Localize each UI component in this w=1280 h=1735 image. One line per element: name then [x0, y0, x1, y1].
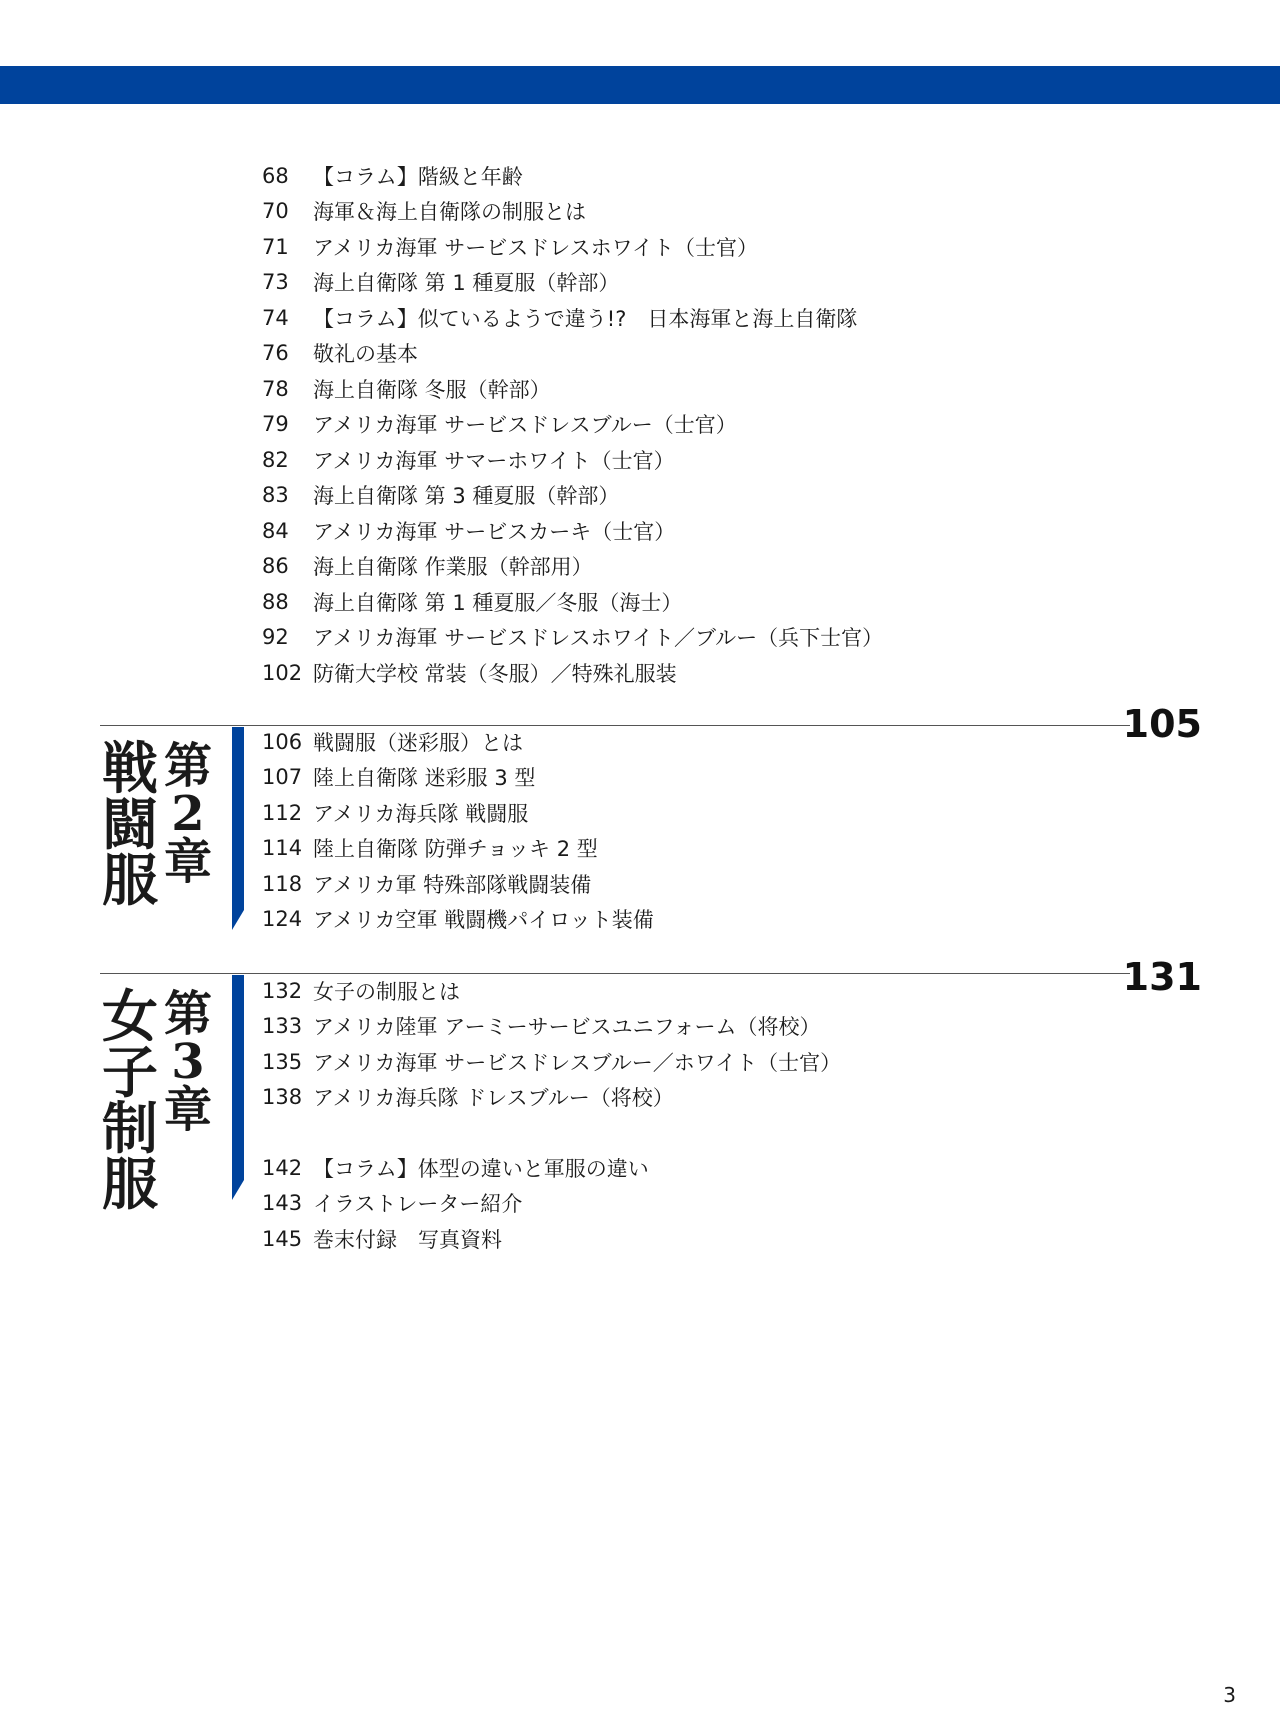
toc-entry-page: 112 — [262, 800, 303, 825]
chapter-number-glyph: 第 — [164, 986, 213, 1042]
toc-entry[interactable] — [262, 795, 654, 831]
toc-entry[interactable] — [262, 194, 883, 230]
toc-entry[interactable] — [262, 724, 654, 760]
chapter-2-title-column — [102, 737, 158, 914]
toc-entry[interactable] — [262, 655, 883, 691]
toc-entry-page: 76 — [262, 341, 289, 366]
toc-entry-title: アメリカ海兵隊 戦闘服 — [313, 801, 529, 826]
toc-entry-title: 陸上自衛隊 迷彩服 3 型 — [313, 766, 536, 791]
toc-entry-title: 巻末付録 写真資料 — [313, 1227, 502, 1252]
toc-entry-page: 138 — [262, 1085, 303, 1110]
toc-entry[interactable] — [262, 973, 841, 1009]
toc-entry-page: 142 — [262, 1155, 303, 1180]
chapter-title-glyph: 制 — [102, 1097, 158, 1162]
toc-entry[interactable] — [262, 760, 654, 796]
toc-entry-title: アメリカ海軍 サービスドレスブルー（士官） — [313, 413, 737, 438]
chapter-title-glyph: 子 — [102, 1041, 158, 1106]
toc-entry[interactable] — [262, 158, 883, 194]
toc-entry-title: アメリカ海軍 サマーホワイト（士官） — [313, 448, 675, 473]
toc-entry-page: 135 — [262, 1049, 303, 1074]
toc-entry-page: 132 — [262, 978, 303, 1003]
toc-entry-page: 102 — [262, 660, 303, 685]
chapter-title-glyph: 服 — [102, 849, 158, 914]
toc-entry[interactable] — [262, 229, 883, 265]
toc-entry-title: アメリカ陸軍 アーミーサービスユニフォーム（将校） — [313, 1015, 821, 1040]
toc-entry-page: 124 — [262, 907, 303, 932]
toc-entry-title: 海軍＆海上自衛隊の制服とは — [313, 200, 586, 225]
toc-entry-page: 88 — [262, 589, 289, 614]
toc-entry-title: 海上自衛隊 第 1 種夏服／冬服（海士） — [313, 590, 683, 615]
toc-entry-page: 70 — [262, 199, 289, 224]
toc-entry-page: 82 — [262, 447, 289, 472]
chapter-title-glyph: 戦 — [102, 737, 158, 802]
toc-entry-page: 86 — [262, 554, 289, 579]
toc-entry[interactable] — [262, 549, 883, 585]
toc-entry-page: 79 — [262, 412, 289, 437]
toc-entry[interactable] — [262, 866, 654, 902]
toc-entry[interactable] — [262, 1150, 649, 1186]
toc-entry[interactable] — [262, 1221, 649, 1257]
toc-entry[interactable] — [262, 442, 883, 478]
chapter-2-start-page[interactable]: 105 — [1122, 702, 1202, 746]
toc-entry-title: 敬礼の基本 — [313, 342, 418, 367]
toc-entry[interactable] — [262, 478, 883, 514]
toc-entry-page: 78 — [262, 376, 289, 401]
toc-entry[interactable] — [262, 513, 883, 549]
toc-entry-title: イラストレーター紹介 — [313, 1192, 523, 1217]
chapter-title-glyph: 女 — [102, 985, 158, 1050]
toc-list-chapter-2 — [262, 724, 654, 937]
toc-entry-page: 71 — [262, 234, 289, 259]
toc-entry-page: 114 — [262, 836, 303, 861]
chapter-3-title-column — [102, 985, 158, 1218]
toc-entry-title: アメリカ軍 特殊部隊戦闘装備 — [313, 872, 592, 897]
toc-entry-title: 海上自衛隊 作業服（幹部用） — [313, 555, 593, 580]
toc-entry-title: 【コラム】似ているようで違う!? 日本海軍と海上自衛隊 — [313, 306, 858, 331]
toc-entry-page: 106 — [262, 729, 303, 754]
toc-entry[interactable] — [262, 1009, 841, 1045]
toc-list-appendix — [262, 1150, 649, 1257]
toc-entry-page: 74 — [262, 305, 289, 330]
toc-entry-page: 133 — [262, 1014, 303, 1039]
toc-entry[interactable] — [262, 1186, 649, 1222]
toc-entry[interactable] — [262, 300, 883, 336]
toc-entry-title: 海上自衛隊 冬服（幹部） — [313, 377, 551, 402]
toc-entry-title: アメリカ海軍 サービスカーキ（士官） — [313, 519, 676, 544]
chapter-3-accent-bar — [232, 975, 244, 1180]
toc-entry-page: 68 — [262, 163, 289, 188]
page-number: 3 — [1223, 1683, 1236, 1707]
chapter-3-label — [102, 985, 213, 1218]
header-accent-bar — [0, 66, 1280, 104]
toc-entry[interactable] — [262, 620, 883, 656]
toc-entry-page: 83 — [262, 483, 289, 508]
toc-entry[interactable] — [262, 584, 883, 620]
toc-entry-title: アメリカ海軍 サービスドレスブルー／ホワイト（士官） — [313, 1050, 842, 1075]
toc-entry-page: 84 — [262, 518, 289, 543]
toc-entry-title: アメリカ空軍 戦闘機パイロット装備 — [313, 908, 654, 933]
chapter-number-glyph: 第 — [164, 738, 213, 794]
chapter-title-glyph: 闘 — [102, 793, 158, 858]
toc-entry-title: アメリカ海兵隊 ドレスブルー（将校） — [313, 1086, 674, 1111]
toc-entry-page: 143 — [262, 1191, 303, 1216]
toc-entry-title: 防衛大学校 常装（冬服）／特殊礼服装 — [313, 661, 677, 686]
toc-entry-page: 73 — [262, 270, 289, 295]
toc-entry[interactable] — [262, 407, 883, 443]
toc-entry-title: アメリカ海軍 サービスドレスホワイト／ブルー（兵下士官） — [313, 626, 884, 651]
toc-entry-page: 118 — [262, 871, 303, 896]
chapter-3-start-page[interactable]: 131 — [1122, 955, 1202, 999]
chapter-number-glyph: 3 — [171, 1034, 205, 1090]
toc-list-chapter-3 — [262, 973, 841, 1115]
chapter-title-glyph: 服 — [102, 1153, 158, 1218]
toc-entry[interactable] — [262, 336, 883, 372]
toc-entry-title: 戦闘服（迷彩服）とは — [313, 730, 523, 755]
toc-entry-title: 【コラム】階級と年齢 — [313, 164, 523, 189]
toc-entry-title: 陸上自衛隊 防弾チョッキ 2 型 — [313, 837, 598, 862]
chapter-2-accent-bar — [232, 727, 244, 910]
toc-entry-title: 【コラム】体型の違いと軍服の違い — [313, 1156, 649, 1181]
toc-entry[interactable] — [262, 371, 883, 407]
toc-entry-title: 海上自衛隊 第 1 種夏服（幹部） — [313, 271, 620, 296]
toc-entry[interactable] — [262, 265, 883, 301]
toc-entry[interactable] — [262, 1080, 841, 1116]
chapter-number-glyph: 章 — [164, 834, 213, 890]
chapter-number-glyph: 2 — [171, 786, 205, 842]
toc-list-section-1 — [262, 158, 883, 691]
toc-entry-page: 107 — [262, 765, 303, 790]
toc-entry[interactable] — [262, 902, 654, 938]
toc-entry-title: アメリカ海軍 サービスドレスホワイト（士官） — [313, 235, 758, 260]
chapter-2-number-column — [164, 738, 213, 910]
toc-entry[interactable] — [262, 831, 654, 867]
toc-entry-page: 92 — [262, 625, 289, 650]
chapter-3-number-column — [164, 986, 213, 1214]
toc-entry-page: 145 — [262, 1226, 303, 1251]
chapter-2-label — [102, 737, 213, 914]
toc-entry-title: 女子の制服とは — [313, 979, 460, 1004]
chapter-number-glyph: 章 — [164, 1082, 213, 1138]
toc-entry[interactable] — [262, 1044, 841, 1080]
toc-entry-title: 海上自衛隊 第 3 種夏服（幹部） — [313, 484, 620, 509]
